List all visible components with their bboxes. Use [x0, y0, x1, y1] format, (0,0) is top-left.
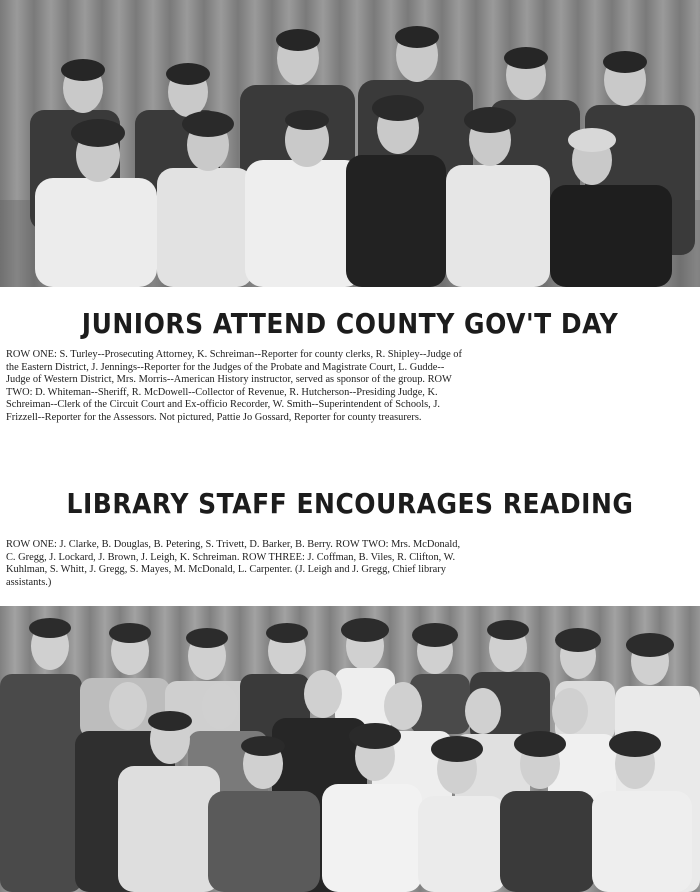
- juniors-heading: JUNIORS ATTEND COUNTY GOV'T DAY: [81, 307, 619, 340]
- group-photo-library-staff: [0, 606, 700, 892]
- group-photo-juniors-image: [0, 0, 700, 287]
- library-heading: LIBRARY STAFF ENCOURAGES READING: [66, 487, 634, 520]
- group-photo-library-staff-image: [0, 606, 700, 892]
- group-photo-juniors: [0, 0, 700, 287]
- juniors-caption: ROW ONE: S. Turley--Prosecuting Attorney, K. Schreiman--Reporter for county clerks, R. Shipley--Judge of the Eastern District, J. Jennings--Reporter for the Judges of the Probate and Magistrate Court, L. Gudde-- Judge of Western District, Mrs. Morris--American History instructor, served as sponsor of the group. ROW TWO: D. Whiteman--Sheriff, R. McDowell--Collector of Revenue, R. Hutcherson--Presiding Judge, K. Schreiman--Clerk of the Circuit Court and Ex-officio Recorder, W. Smith--Superintendent of Schools, J. Frizzell--Reporter for the Assessors. Not pictured, Pattie Jo Gossard, Reporter for county treasurers.: [6, 349, 462, 423]
- library-caption: ROW ONE: J. Clarke, B. Douglas, B. Petering, S. Trivett, D. Barker, B. Berry. ROW TWO: Mrs. McDonald, C. Gregg, J. Lockard, J. Brown, J. Leigh, K. Schreiman. ROW THREE: J. Coffman, B. Viles, R. Clifton, W. Kuhlman, S. Whitt, J. Gregg, S. Mayes, M. McDonald, L. Carpenter. (J. Leigh and J. Gregg, Chief library assistants.): [6, 539, 461, 588]
